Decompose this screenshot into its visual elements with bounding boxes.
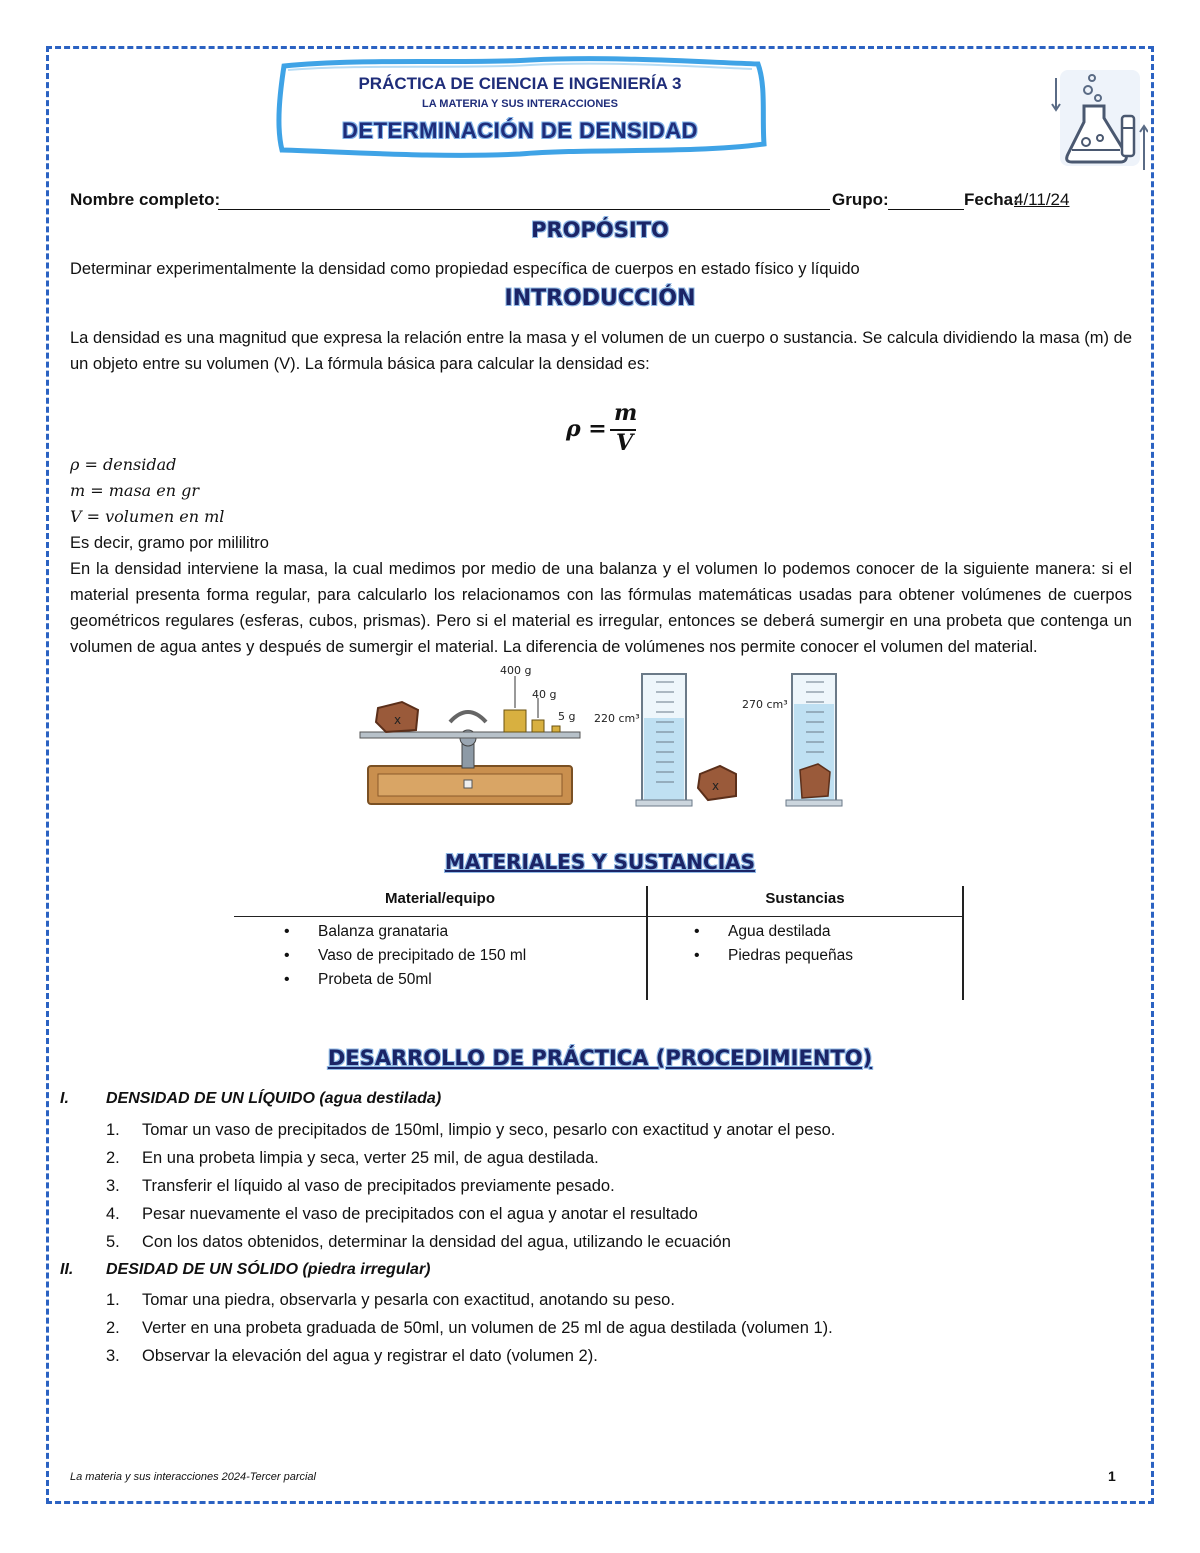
units-note: Es decir, gramo por mililitro bbox=[70, 534, 269, 552]
list-item: 1. Tomar un vaso de precipitados de 150ml, limpio y seco, pesarlo con exactitud y anotar el peso. bbox=[106, 1121, 836, 1139]
part-2-numeral: II. bbox=[60, 1261, 74, 1278]
stone-mark-1: x bbox=[394, 713, 402, 727]
part-2-steps bbox=[106, 1286, 1146, 1370]
formula-lhs: ρ = bbox=[566, 416, 607, 442]
list-item: 3. Observar la elevación del agua y registrar el dato (volumen 2). bbox=[106, 1347, 598, 1365]
substances-column-header: Sustancias bbox=[765, 890, 845, 907]
definition-mass: m = masa en gr bbox=[70, 481, 200, 500]
part-2-title: DESIDAD DE UN SÓLIDO (piedra irregular) bbox=[106, 1261, 431, 1278]
lab-glassware-icon bbox=[1048, 58, 1148, 176]
volume-after-label: 270 cm³ bbox=[742, 698, 788, 711]
introduction-heading: INTRODUCCIÓN bbox=[504, 286, 696, 311]
practice-subtitle: LA MATERIA Y SUS INTERACCIONES bbox=[422, 98, 618, 110]
list-item: 3. Transferir el líquido al vaso de precipitados previamente pesado. bbox=[106, 1177, 615, 1195]
list-item: 1. Tomar una piedra, observarla y pesarla con exactitud, anotando su peso. bbox=[106, 1291, 675, 1309]
list-item: • Agua destilada bbox=[694, 920, 853, 944]
intro-paragraph-1: La densidad es una magnitud que expresa la relación entre la masa y el volumen de un cuerpo o sustancia. Se calcula dividiendo la masa (m) de un objeto entre su volumen (V). La fórmula básica para calcular la densidad es: bbox=[70, 329, 1132, 373]
materials-heading: MATERIALES Y SUSTANCIAS bbox=[444, 850, 756, 874]
substances-list bbox=[694, 920, 853, 968]
volume-before-label: 220 cm³ bbox=[594, 712, 640, 725]
part-1-title: DENSIDAD DE UN LÍQUIDO (agua destilada) bbox=[106, 1090, 442, 1107]
footer-text: La materia y sus interacciones 2024-Tercer parcial bbox=[70, 1471, 316, 1483]
materials-table bbox=[234, 886, 964, 1000]
list-item: 2. Verter en una probeta graduada de 50ml, un volumen de 25 ml de agua destilada (volumen 1). bbox=[106, 1319, 833, 1337]
list-item: • Vaso de precipitado de 150 ml bbox=[284, 944, 526, 968]
student-info-row bbox=[70, 190, 1134, 212]
practice-title: PRÁCTICA DE CIENCIA E INGENIERÍA 3 bbox=[358, 74, 682, 93]
date-value: 4/11/24 bbox=[1014, 190, 1070, 209]
procedure-heading: DESARROLLO DE PRÁCTICA (PROCEDIMIENTO) bbox=[327, 1046, 873, 1070]
practice-name: DETERMINACIÓN DE DENSIDAD bbox=[342, 118, 698, 143]
list-item: 2. En una probeta limpia y seca, verter 25 mil, de agua destilada. bbox=[106, 1149, 599, 1167]
weight-40-label: 40 g bbox=[532, 688, 557, 701]
date-label: Fecha: bbox=[964, 190, 1019, 209]
list-item: • Probeta de 50ml bbox=[284, 968, 526, 992]
purpose-text: Determinar experimentalmente la densidad como propiedad específica de cuerpos en estado físico y líquido bbox=[70, 260, 860, 278]
formula-numerator: m bbox=[614, 400, 638, 426]
definition-rho: ρ = densidad bbox=[70, 455, 177, 474]
material-column-header: Material/equipo bbox=[384, 890, 496, 907]
list-item: • Piedras pequeñas bbox=[694, 944, 853, 968]
list-item: • Balanza granataria bbox=[284, 920, 526, 944]
table-header-rule bbox=[234, 916, 964, 917]
page-number: 1 bbox=[1108, 1468, 1116, 1484]
formula-denominator: V bbox=[616, 430, 634, 456]
name-field[interactable] bbox=[218, 209, 830, 210]
group-label: Grupo: bbox=[832, 190, 889, 209]
weight-400-label: 400 g bbox=[500, 664, 532, 677]
part-1-steps bbox=[106, 1116, 1146, 1256]
definition-volume: V = volumen en ml bbox=[70, 507, 225, 526]
group-field[interactable] bbox=[888, 209, 964, 210]
part-1-heading bbox=[60, 1090, 660, 1112]
equipment-list bbox=[284, 920, 526, 992]
header-banner bbox=[270, 56, 770, 160]
intro-paragraph-2: En la densidad interviene la masa, la cual medimos por medio de una balanza y el volumen lo podemos conocer de la siguiente manera: si el material presenta forma regular, para calcularlo los relacionamos con las fórmulas matemáticas usadas para obtener volúmenes de cuerpos geométricos regulares (esferas, cubos, prismas). Pero si el material es irregular, entonces se deberá sumergir en una probeta que contenga un volumen de agua antes y después de sumergir el material. La diferencia de volúmenes nos permite conocer el volumen del material. bbox=[70, 560, 1132, 656]
purpose-heading: PROPÓSITO bbox=[531, 218, 669, 242]
name-label: Nombre completo: bbox=[70, 190, 221, 209]
stone-mark-2: x bbox=[712, 779, 720, 793]
density-formula bbox=[560, 400, 650, 460]
part-1-numeral: I. bbox=[60, 1090, 69, 1107]
list-item: 5. Con los datos obtenidos, determinar la densidad del agua, utilizando le ecuación bbox=[106, 1233, 731, 1251]
part-2-heading bbox=[60, 1261, 660, 1283]
table-right-border bbox=[962, 886, 964, 1000]
density-measurement-illustration bbox=[356, 662, 846, 810]
list-item: 4. Pesar nuevamente el vaso de precipitados con el agua y anotar el resultado bbox=[106, 1205, 698, 1223]
weight-5-label: 5 g bbox=[558, 710, 576, 723]
